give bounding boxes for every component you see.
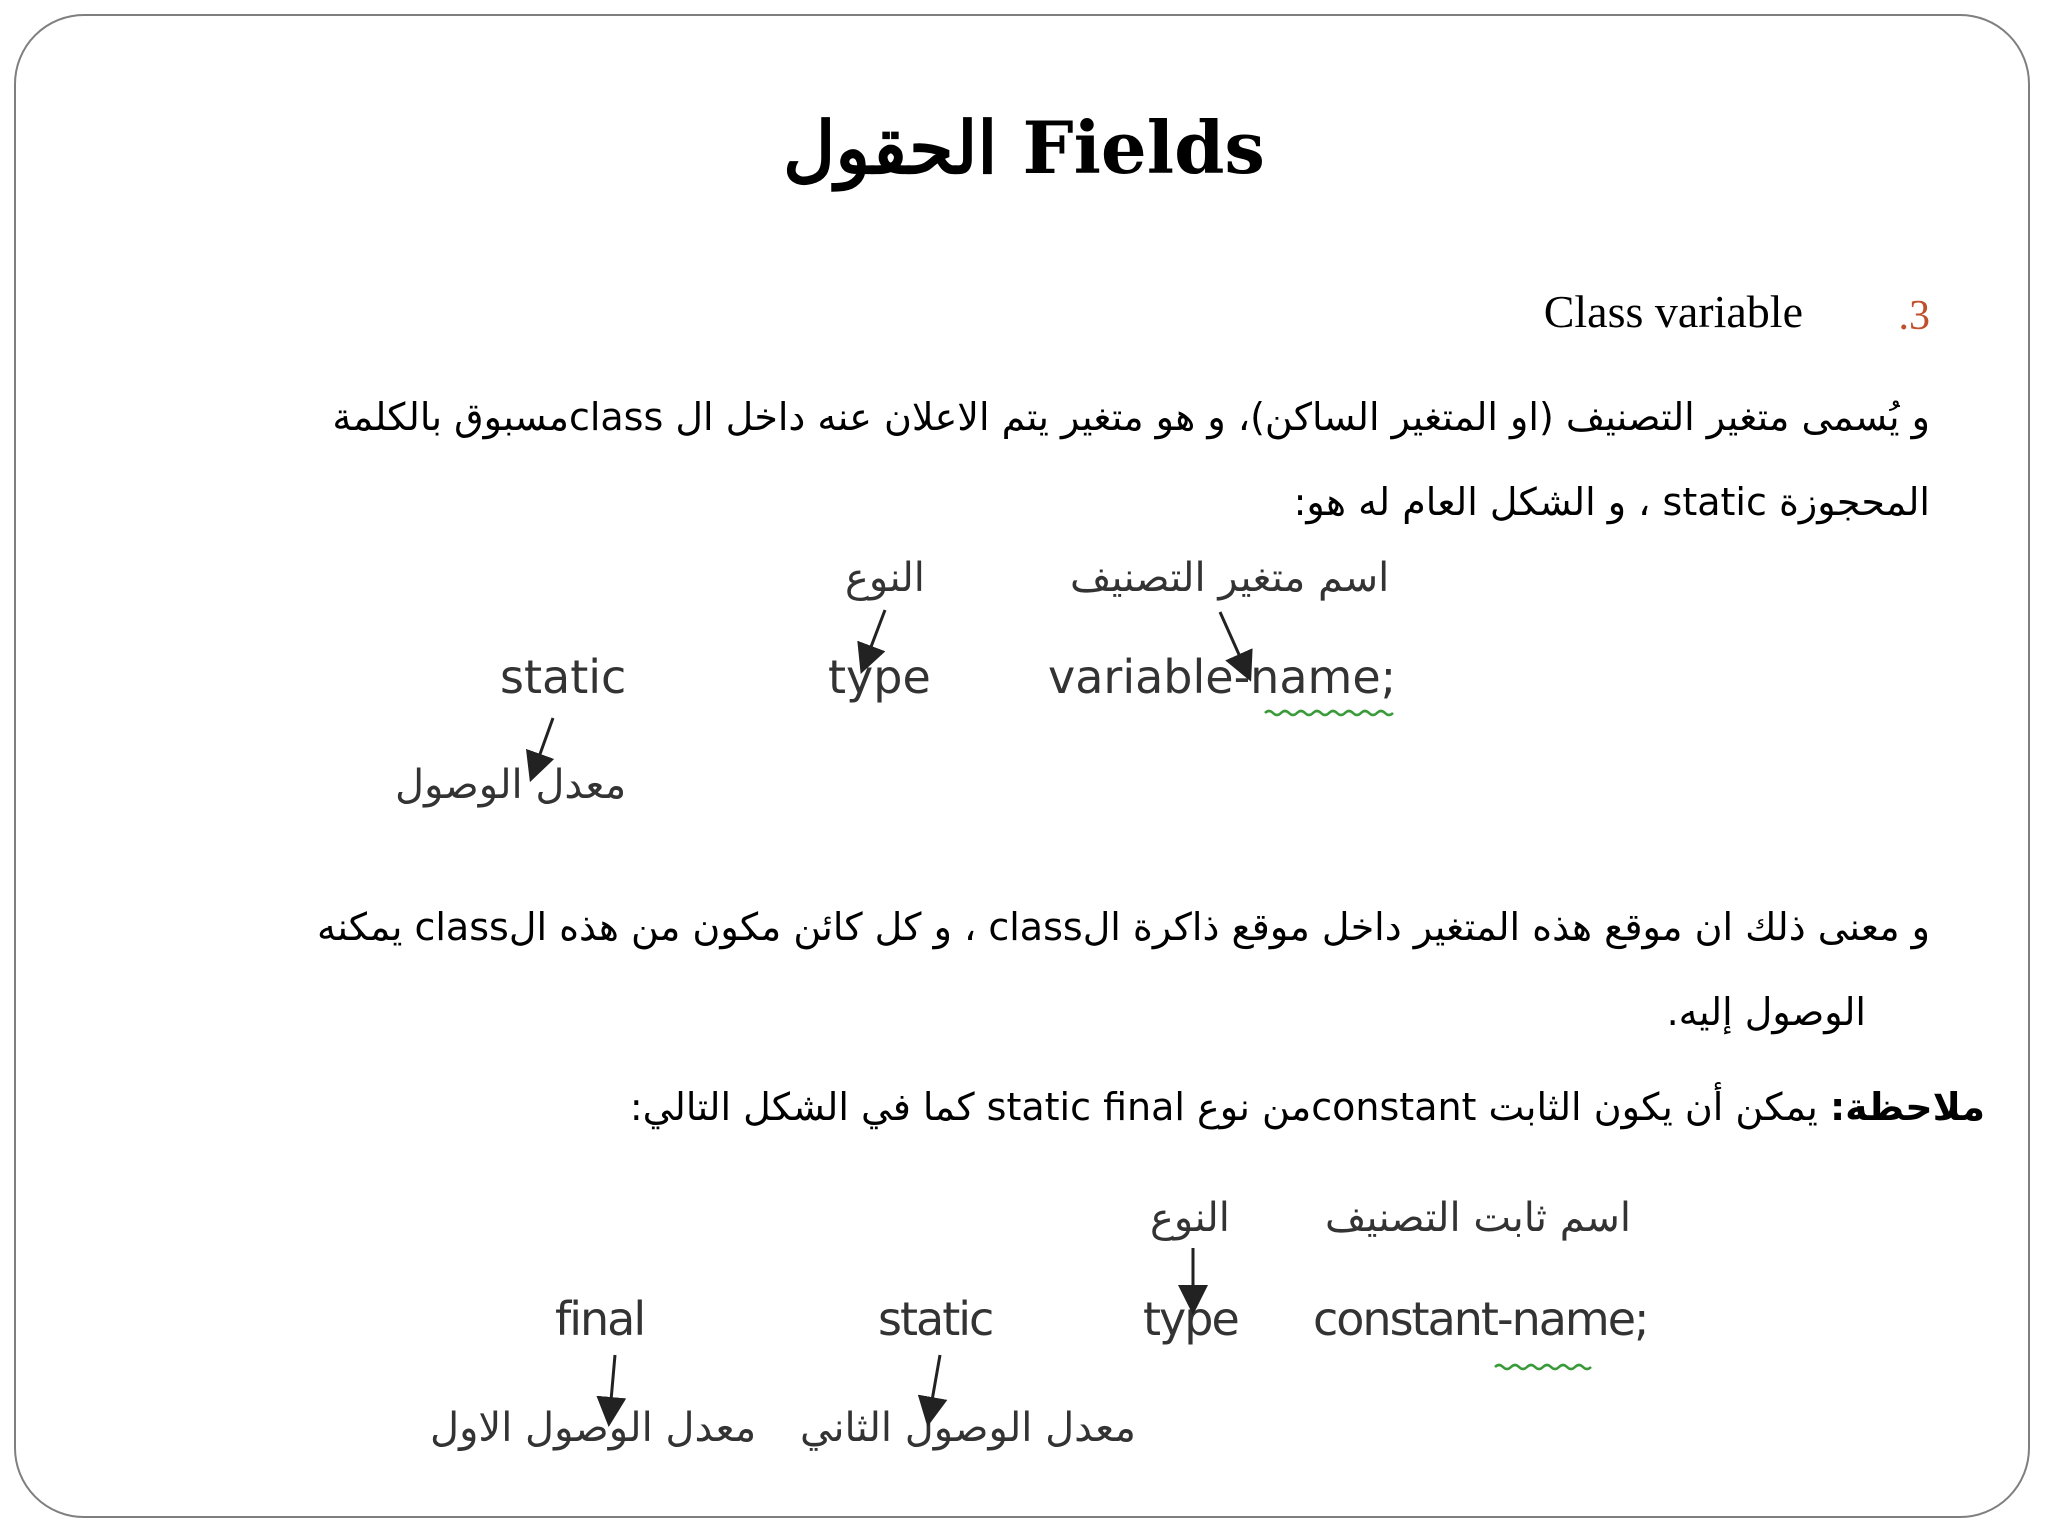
diagram1-type-keyword: type: [828, 650, 931, 704]
diagram2-constant-name: constant-name;: [1313, 1292, 1648, 1346]
diagram1-name-annotation: اسم متغير التصنيف: [1070, 555, 1390, 601]
list-item-text: Class variable: [1543, 286, 1803, 337]
diagram2-first-modifier-annotation: معدل الوصول الاول: [430, 1405, 757, 1451]
diagram2-final-arrow: [610, 1355, 615, 1412]
note-text: يمكن أن يكون الثابت constantمن نوع static final كما في الشكل التالي:: [629, 1085, 1830, 1129]
slide-title: الحقول Fields: [783, 105, 1265, 190]
diagram1-name-arrow: [1220, 612, 1245, 668]
diagram1-type-annotation: النوع: [845, 555, 925, 601]
paragraph-2-line-1: و معنى ذلك ان موقع هذه المتغير داخل موقع ذاكرة الclass ، و كل كائن مكون من هذه الclass يمكنه: [317, 905, 1930, 949]
paragraph-1-line-2: المحجوزة static ، و الشكل العام له هو:: [1293, 480, 1930, 524]
diagram2-static-keyword: static: [878, 1292, 993, 1346]
diagram2-squiggle: [1495, 1365, 1591, 1369]
list-item-number: .3: [1898, 293, 1930, 339]
diagram1-modifier-annotation: معدل الوصول: [395, 762, 627, 808]
diagram2-type-annotation: النوع: [1150, 1195, 1230, 1241]
diagram1-type-arrow: [866, 610, 885, 660]
diagram2-name-annotation: اسم ثابت التصنيف: [1325, 1195, 1632, 1241]
diagram2-static-arrow: [930, 1355, 940, 1412]
paragraph-1-line-1: و يُسمى متغير التصنيف (او المتغير الساكن)، و هو متغير يتم الاعلان عنه داخل ال classمسبوق بالكلمة: [332, 395, 1930, 439]
diagram2-type-keyword: type: [1143, 1292, 1238, 1346]
diagram1-static-arrow: [535, 718, 553, 768]
diagram1-variable-name: variable-name;: [1048, 650, 1397, 704]
diagram2-second-modifier-annotation: معدل الوصول الثاني: [800, 1405, 1136, 1451]
diagram2-final-keyword: final: [555, 1292, 645, 1346]
note-label: ملاحظة:: [1829, 1085, 1985, 1129]
paragraph-2-line-2: الوصول إليه.: [1666, 990, 1866, 1034]
diagram1-static-keyword: static: [500, 650, 627, 704]
diagram1-squiggle: [1265, 711, 1393, 715]
